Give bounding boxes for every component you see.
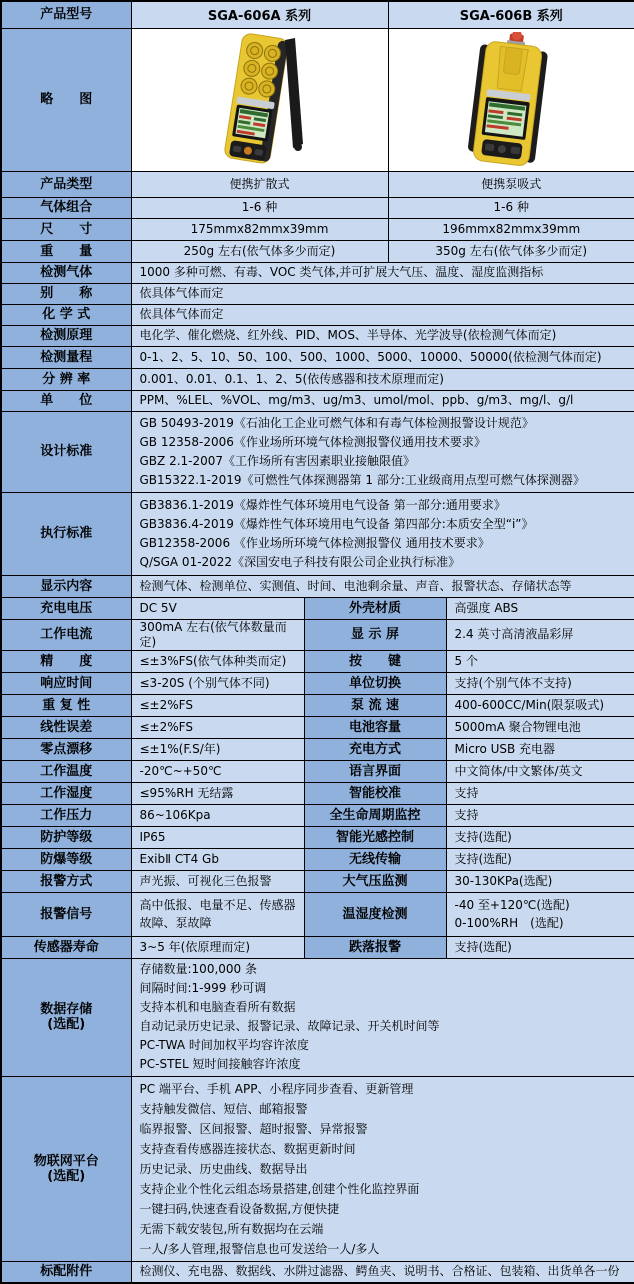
row-label: 智能校准 <box>304 782 446 804</box>
row-label <box>1 1076 131 1261</box>
value-line: 自动记录历史记录、报警记录、故障记录、开关机时间等 <box>139 1019 440 1033</box>
row-value: 1000 多种可燃、有毒、VOC 类气体,并可扩展大气压、温度、湿度监测指标 <box>131 262 634 283</box>
row-value: IP65 <box>131 826 304 848</box>
row-label: 线性误差 <box>1 716 131 738</box>
row-value: ≤±3%FS(依气体种类而定) <box>131 650 304 672</box>
row-label: 设计标准 <box>1 411 131 492</box>
row-value: 0-1、2、5、10、50、100、500、1000、5000、10000、50000(依检测气体而定) <box>131 346 634 368</box>
table-row <box>1 218 634 240</box>
row-value: 高强度 ABS <box>446 597 634 619</box>
standard-line: GB12358-2006 《作业场所环境气体检测报警仪 通用技术要求》 <box>139 535 490 550</box>
table-row <box>1 597 634 619</box>
table-row <box>1 826 634 848</box>
row-value-a: 175mmx82mmx39mm <box>131 218 388 240</box>
device-image-sga606b <box>436 32 586 168</box>
temp-humidity-cell <box>446 892 634 936</box>
row-value: 支持(选配) <box>446 848 634 870</box>
value-line: 支持本机和电脑查看所有数据 <box>139 1000 296 1014</box>
value-line: 0-100%RH (选配) <box>454 916 564 930</box>
alarm-signal-cell <box>131 892 304 936</box>
value-line: 一人/多人管理,报警信息也可发送给一人/多人 <box>139 1241 380 1256</box>
row-label: 显 示 屏 <box>304 619 446 650</box>
table-row <box>1 782 634 804</box>
standard-line: Q/SGA 01-2022《深国安电子科技有限公司企业执行标准》 <box>139 554 461 569</box>
row-label: 响应时间 <box>1 672 131 694</box>
row-label: 分 辨 率 <box>1 368 131 390</box>
device-image-sga606a <box>185 32 335 168</box>
row-value: 300mA 左右(依气体数量而定) <box>131 619 304 650</box>
value-line: 临界报警、区间报警、超时报警、异常报警 <box>139 1121 368 1136</box>
row-value-a: 1-6 种 <box>131 197 388 218</box>
standard-line: GB15322.1-2019《可燃性气体探测器第 1 部分:工业级商用点型可燃气体探测器》 <box>139 472 585 487</box>
standard-line: GB3836.1-2019《爆炸性气体环境用电气设备 第一部分:通用要求》 <box>139 497 506 512</box>
row-value: 5 个 <box>446 650 634 672</box>
value-line: 间隔时间:1-999 秒可调 <box>139 981 267 995</box>
row-label: 外壳材质 <box>304 597 446 619</box>
table-row <box>1 958 634 1076</box>
row-label: 产品类型 <box>1 171 131 197</box>
row-label: 工作压力 <box>1 804 131 826</box>
label-line: 物联网平台 <box>33 1153 99 1169</box>
row-label: 化 学 式 <box>1 304 131 325</box>
value-line: 历史记录、历史曲线、数据导出 <box>139 1161 308 1176</box>
row-label: 防护等级 <box>1 826 131 848</box>
row-value: 依具体气体而定 <box>131 283 634 304</box>
label-line: (选配) <box>47 1017 86 1032</box>
row-value: 支持 <box>446 782 634 804</box>
row-label: 零点漂移 <box>1 738 131 760</box>
label-line: (选配) <box>47 1168 86 1184</box>
row-label: 显示内容 <box>1 575 131 597</box>
row-value: ≤3-20S (个别气体不同) <box>131 672 304 694</box>
table-row <box>1 240 634 262</box>
row-label: 检测原理 <box>1 325 131 346</box>
value-line: 故障、泵故障 <box>139 916 212 930</box>
row-label: 语言界面 <box>304 760 446 782</box>
table-row <box>1 197 634 218</box>
table-row <box>1 1076 634 1261</box>
row-label: 重 复 性 <box>1 694 131 716</box>
standard-line: GBZ 2.1-2007《工作场所有害因素职业接触限值》 <box>139 453 416 468</box>
value-line: 无需下载安装包,所有数据均在云端 <box>139 1221 324 1236</box>
table-row <box>1 575 634 597</box>
row-label: 工作温度 <box>1 760 131 782</box>
table-row <box>1 262 634 283</box>
row-value-a: 250g 左右(依气体多少而定) <box>131 240 388 262</box>
row-label: 尺 寸 <box>1 218 131 240</box>
row-value: ≤±1%(F.S/年) <box>131 738 304 760</box>
table-row <box>1 304 634 325</box>
row-label: 检测量程 <box>1 346 131 368</box>
value-line: 一键扫码,快速查看设备数据,方便快捷 <box>139 1201 340 1216</box>
row-label: 按 键 <box>304 650 446 672</box>
value-line: PC-TWA 时间加权平均容许浓度 <box>139 1038 309 1052</box>
table-row <box>1 760 634 782</box>
row-value: 电化学、催化燃烧、红外线、PID、MOS、半导体、光学波导(依检测气体而定) <box>131 325 634 346</box>
value-line: 支持企业个性化云组态场景搭建,创建个性化监控界面 <box>139 1181 420 1196</box>
row-label: 工作电流 <box>1 619 131 650</box>
row-label: 充电电压 <box>1 597 131 619</box>
row-value: 5000mA 聚合物锂电池 <box>446 716 634 738</box>
iot-platform-cell <box>131 1076 634 1261</box>
row-label: 报警方式 <box>1 870 131 892</box>
row-label: 报警信号 <box>1 892 131 936</box>
data-storage-cell <box>131 958 634 1076</box>
value-line: -40 至+120℃(选配) <box>454 898 570 912</box>
table-row <box>1 411 634 492</box>
row-label: 大气压监测 <box>304 870 446 892</box>
row-label: 电池容量 <box>304 716 446 738</box>
standard-line: GB 12358-2006《作业场所环境气体检测报警仪通用技术要求》 <box>139 434 486 449</box>
table-row <box>1 672 634 694</box>
table-row <box>1 492 634 575</box>
table-row <box>1 870 634 892</box>
design-standards-cell <box>131 411 634 492</box>
table-row <box>1 848 634 870</box>
row-value: 400-600CC/Min(限泵吸式) <box>446 694 634 716</box>
row-label: 传感器寿命 <box>1 936 131 958</box>
header-model-a: SGA-606A 系列 <box>131 1 388 28</box>
exec-standards-cell <box>131 492 634 575</box>
table-row <box>1 936 634 958</box>
row-value: ExibⅡ CT4 Gb <box>131 848 304 870</box>
row-value: ≤95%RH 无结露 <box>131 782 304 804</box>
row-value: 支持 <box>446 804 634 826</box>
table-row <box>1 1261 634 1283</box>
table-row <box>1 346 634 368</box>
table-row <box>1 283 634 304</box>
row-value: 0.001、0.01、0.1、1、2、5(依传感器和技术原理而定) <box>131 368 634 390</box>
row-label: 执行标准 <box>1 492 131 575</box>
row-value: 2.4 英寸高清液晶彩屏 <box>446 619 634 650</box>
row-label: 检测气体 <box>1 262 131 283</box>
value-line: 支持触发微信、短信、邮箱报警 <box>139 1101 308 1116</box>
row-value: 支持(个别气体不支持) <box>446 672 634 694</box>
table-row <box>1 390 634 411</box>
row-label: 单位切换 <box>304 672 446 694</box>
sketch-label: 略 图 <box>1 28 131 171</box>
row-value-b: 350g 左右(依气体多少而定) <box>388 240 634 262</box>
standard-line: GB 50493-2019《石油化工企业可燃气体和有毒气体检测报警设计规范》 <box>139 415 534 430</box>
row-label: 充电方式 <box>304 738 446 760</box>
header-model-b: SGA-606B 系列 <box>388 1 634 28</box>
row-label: 单 位 <box>1 390 131 411</box>
row-label: 智能光感控制 <box>304 826 446 848</box>
table-row <box>1 1 634 28</box>
antenna-shape <box>285 38 303 148</box>
table-row <box>1 325 634 346</box>
value-line: PC 端平台、手机 APP、小程序同步查看、更新管理 <box>139 1081 414 1096</box>
row-value: ≤±2%FS <box>131 716 304 738</box>
row-value: 检测气体、检测单位、实测值、时间、电池剩余量、声音、报警状态、存储状态等 <box>131 575 634 597</box>
row-value-b: 196mmx82mmx39mm <box>388 218 634 240</box>
row-value: 3~5 年(依原理而定) <box>131 936 304 958</box>
value-line: 支持查看传感器连接状态、数据更新时间 <box>139 1141 356 1156</box>
row-value: 中文简体/中文繁体/英文 <box>446 760 634 782</box>
table-row <box>1 892 634 936</box>
value-line: 存储数量:100,000 条 <box>139 962 257 976</box>
row-value-a: 便携扩散式 <box>131 171 388 197</box>
row-label: 跌落报警 <box>304 936 446 958</box>
sketch-cell-b <box>388 28 634 171</box>
row-label: 防爆等级 <box>1 848 131 870</box>
row-label: 温湿度检测 <box>304 892 446 936</box>
row-value: 30-130KPa(选配) <box>446 870 634 892</box>
table-row <box>1 716 634 738</box>
table-row <box>1 28 634 171</box>
row-value: PPM、%LEL、%VOL、mg/m3、ug/m3、umol/mol、ppb、g/m3、mg/l、g/l <box>131 390 634 411</box>
table-row <box>1 619 634 650</box>
row-value: 86~106Kpa <box>131 804 304 826</box>
row-label: 精 度 <box>1 650 131 672</box>
sketch-cell-a <box>131 28 388 171</box>
value-line: 高中低报、电量不足、传感器 <box>139 898 296 912</box>
table-row <box>1 650 634 672</box>
row-label: 泵 流 速 <box>304 694 446 716</box>
row-value: DC 5V <box>131 597 304 619</box>
label-line: 数据存储 <box>40 1002 93 1017</box>
standard-line: GB3836.4-2019《爆炸性气体环境用电气设备 第四部分:本质安全型“i”》 <box>139 516 534 531</box>
row-value: 支持(选配) <box>446 936 634 958</box>
table-row <box>1 738 634 760</box>
row-label: 重 量 <box>1 240 131 262</box>
value-line: PC-STEL 短时间接触容许浓度 <box>139 1057 301 1071</box>
row-value: 依具体气体而定 <box>131 304 634 325</box>
row-value: 声光振、可视化三色报警 <box>131 870 304 892</box>
row-label: 无线传输 <box>304 848 446 870</box>
row-value: -20℃~+50℃ <box>131 760 304 782</box>
table-row <box>1 171 634 197</box>
row-label <box>1 958 131 1076</box>
row-value: 检测仪、充电器、数据线、水阱过滤器、鳄鱼夹、说明书、合格证、包装箱、出货单各一份 <box>131 1261 634 1283</box>
table-row <box>1 694 634 716</box>
row-value-b: 便携泵吸式 <box>388 171 634 197</box>
table-row <box>1 804 634 826</box>
row-label: 别 称 <box>1 283 131 304</box>
row-label: 全生命周期监控 <box>304 804 446 826</box>
row-value: ≤±2%FS <box>131 694 304 716</box>
row-value: 支持(选配) <box>446 826 634 848</box>
row-value-b: 1-6 种 <box>388 197 634 218</box>
table-row <box>1 368 634 390</box>
row-value: Micro USB 充电器 <box>446 738 634 760</box>
header-label: 产品型号 <box>1 1 131 28</box>
row-label: 气体组合 <box>1 197 131 218</box>
row-label: 工作湿度 <box>1 782 131 804</box>
row-label: 标配附件 <box>1 1261 131 1283</box>
